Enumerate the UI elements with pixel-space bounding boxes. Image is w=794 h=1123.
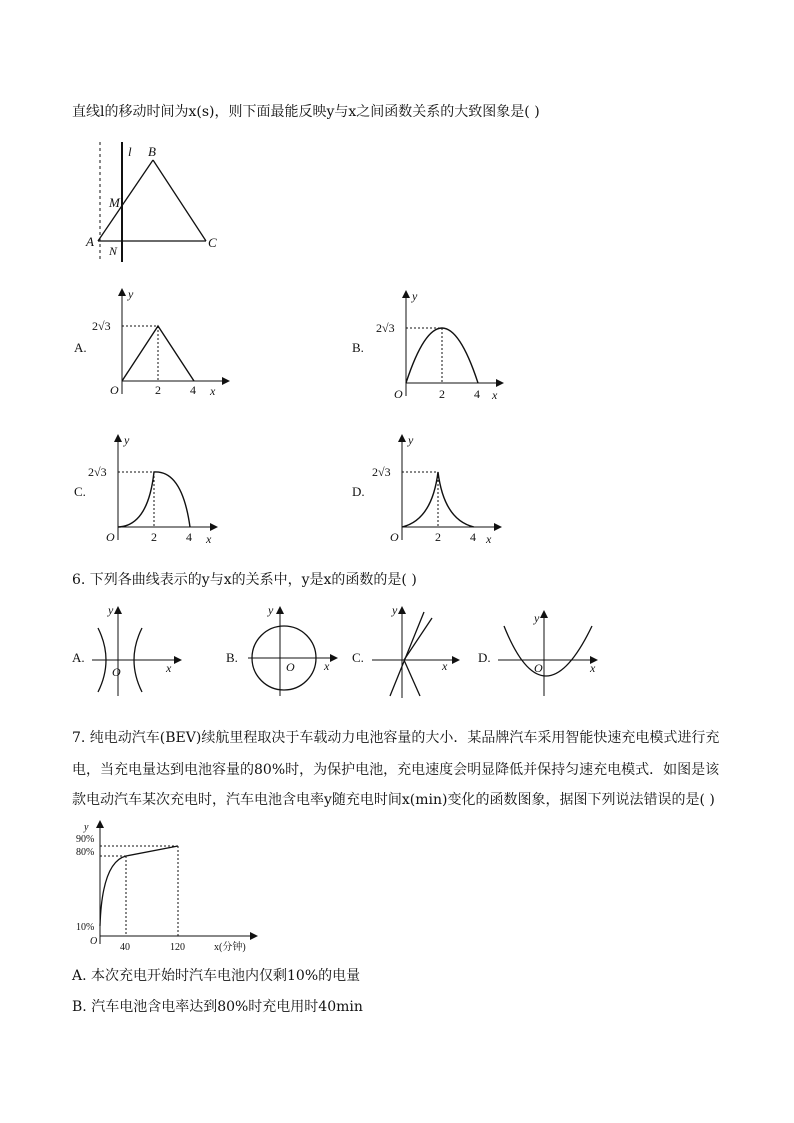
axis-y: y (268, 603, 274, 617)
axis-x: x (486, 532, 492, 546)
origin: O (394, 387, 403, 401)
axis-x: x (590, 661, 596, 675)
axis-y: y (124, 433, 130, 447)
origin: O (110, 383, 119, 397)
tick-peak: 2√3 (372, 465, 391, 479)
tick-2: 2 (435, 530, 441, 544)
axis-y: y (408, 433, 414, 447)
q7-charge-chart (74, 818, 264, 958)
tick-10: 10% (76, 922, 95, 933)
axis-x: x (492, 388, 498, 402)
q7-option-b[interactable]: B. 汽车电池含电率达到80%时充电用时40min (72, 999, 363, 1015)
q5-option-b-graph[interactable] (374, 286, 514, 406)
label-l: l (128, 144, 132, 159)
origin: O (390, 530, 399, 544)
q6-option-b-label[interactable]: B. (226, 650, 238, 665)
tick-peak: 2√3 (92, 319, 111, 333)
tick-peak: 2√3 (376, 321, 395, 335)
origin: O (106, 530, 115, 544)
tick-4: 4 (186, 530, 192, 544)
tick-2: 2 (439, 387, 445, 401)
q5-option-d-graph[interactable] (370, 430, 510, 550)
tick-90: 90% (76, 834, 95, 845)
axis-y: y (412, 289, 418, 303)
q6-option-d-label[interactable]: D. (478, 650, 491, 665)
q5-option-c-label[interactable]: C. (74, 484, 86, 499)
q5-option-d-label[interactable]: D. (352, 484, 365, 499)
q6-option-b-graph[interactable] (244, 600, 344, 700)
axis-y: y (108, 603, 114, 617)
origin: O (90, 936, 98, 947)
tick-2: 2 (151, 530, 157, 544)
tick-4: 4 (470, 530, 476, 544)
q6-option-a-graph[interactable] (88, 600, 188, 700)
q6-option-c-label[interactable]: C. (352, 650, 364, 665)
axis-x: x (206, 532, 212, 546)
label-N: N (109, 244, 118, 258)
q5-option-a-graph[interactable] (90, 284, 230, 404)
label-C: C (208, 235, 217, 250)
q5-option-c-graph[interactable] (86, 430, 226, 550)
axis-y: y (392, 603, 398, 617)
origin: O (534, 661, 543, 675)
q5-triangle-figure (84, 140, 224, 270)
q7-stem-line2: 电，当充电量达到电池容量的80%时，为保护电池，充电速度会明显降低并保持匀速充电模式．如图是该 (72, 762, 720, 778)
q7-stem-line3: 款电动汽车某次充电时，汽车电池含电率y随充电时间x(min)变化的函数图象，据图下列说法错误的是( ) (72, 792, 715, 808)
axis-y: y (534, 611, 540, 625)
label-B: B (148, 144, 156, 159)
q7-series-line (100, 846, 178, 926)
q5-stem: 直线l的移动时间为x(s)，则下面最能反映y与x之间函数关系的大致图象是( ) (72, 104, 540, 120)
tick-2: 2 (155, 383, 161, 397)
axis-y: y (84, 822, 89, 833)
axis-x: x (166, 661, 172, 675)
q6-option-c-graph[interactable] (368, 600, 468, 700)
q5-option-a-label[interactable]: A. (74, 340, 87, 355)
q6-option-d-graph[interactable] (494, 610, 604, 700)
tick-peak: 2√3 (88, 465, 107, 479)
label-A: A (86, 234, 94, 249)
tick-120: 120 (170, 942, 185, 953)
origin: O (112, 665, 121, 679)
q5-option-b-label[interactable]: B. (352, 340, 364, 355)
axis-x-label: x(分钟) (214, 942, 246, 953)
q6-option-a-label[interactable]: A. (72, 650, 85, 665)
q7-option-a[interactable]: A. 本次充电开始时汽车电池内仅剩10%的电量 (72, 968, 361, 984)
q6-stem: 6. 下列各曲线表示的y与x的关系中，y是x的函数的是( ) (72, 572, 417, 588)
label-M: M (109, 195, 120, 210)
tick-4: 4 (474, 387, 480, 401)
tick-80: 80% (76, 847, 95, 858)
axis-y: y (128, 287, 134, 301)
origin: O (286, 660, 295, 674)
axis-x: x (210, 384, 216, 398)
axis-x: x (324, 659, 330, 673)
axis-x: x (442, 659, 448, 673)
tick-40: 40 (120, 942, 130, 953)
tick-4: 4 (190, 383, 196, 397)
q7-stem-line1: 7. 纯电动汽车(BEV)续航里程取决于车载动力电池容量的大小．某品牌汽车采用智能快速充电模式进行充 (72, 730, 720, 746)
